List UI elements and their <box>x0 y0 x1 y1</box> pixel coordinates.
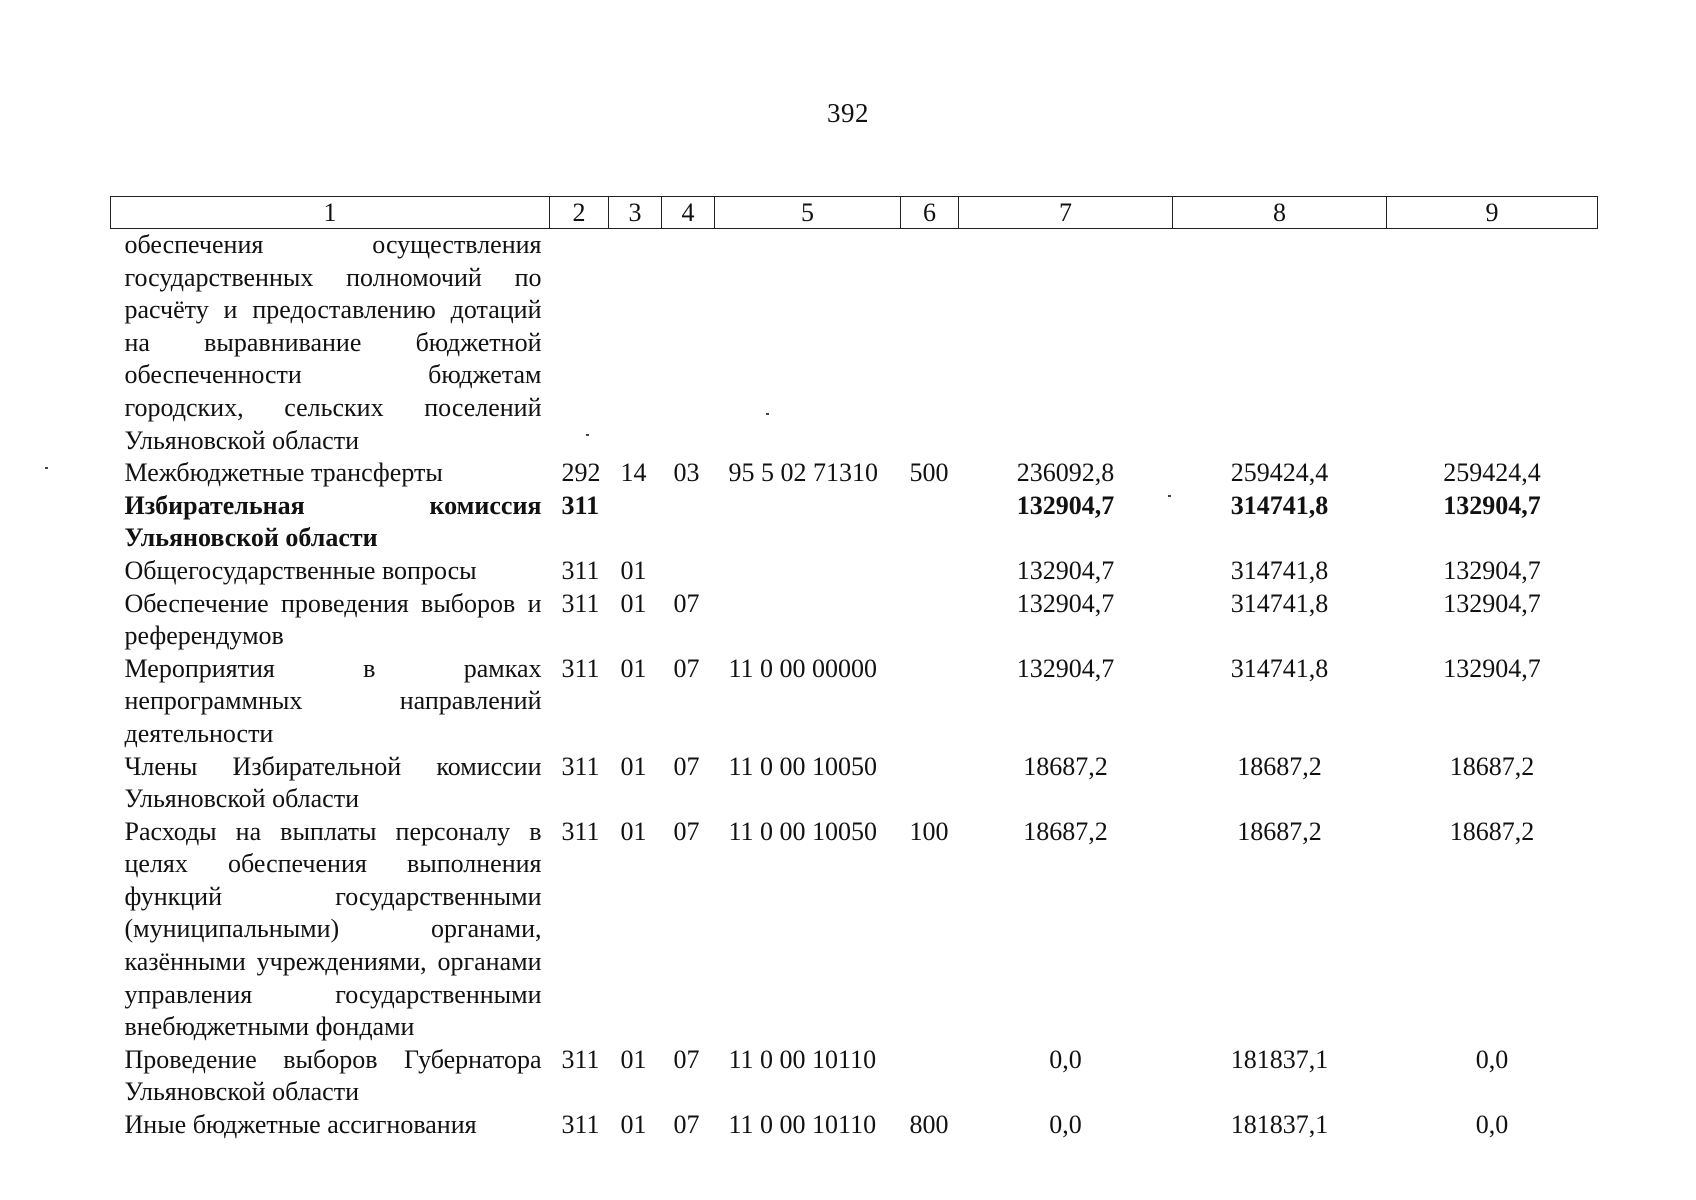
column-header: 1 <box>111 197 550 229</box>
table-row <box>111 1044 1598 1109</box>
col-7-value: 0,0 <box>1049 1110 1082 1140</box>
row-label: Иные бюджетные ассигнования <box>124 1110 477 1140</box>
row-label: Избирательная комиссия Ульяновской области <box>124 490 542 553</box>
col-3-value: 01 <box>620 816 647 846</box>
column-header: 6 <box>901 197 959 229</box>
col-2-value: 311 <box>561 816 600 846</box>
col-4-value <box>662 229 715 458</box>
col-6-value <box>901 490 959 555</box>
table-row <box>111 588 1598 653</box>
col-9-value <box>1387 229 1598 458</box>
col-7-value: 18687,2 <box>1023 816 1108 846</box>
col-7-value: 18687,2 <box>1023 751 1108 781</box>
col-4-value: 07 <box>673 751 700 781</box>
col-6-value <box>901 229 959 458</box>
col-4-value: 07 <box>673 653 700 683</box>
budget-table <box>110 196 1598 1142</box>
table-row <box>111 229 1598 458</box>
col-5-value: 11 0 00 10050 <box>728 751 878 781</box>
col-6-value <box>901 751 959 816</box>
col-6-value <box>901 555 959 588</box>
row-label: Проведение выборов Губернатора Ульяновской области <box>124 1044 542 1107</box>
col-2-value: 311 <box>561 1044 600 1074</box>
col-3-value <box>609 229 662 458</box>
col-7-value <box>959 229 1173 458</box>
col-2-value <box>550 229 609 458</box>
scan-speck <box>45 467 48 469</box>
col-4-value: 03 <box>673 458 700 488</box>
col-9-value: 0,0 <box>1475 1110 1509 1140</box>
col-3-value: 01 <box>620 751 647 781</box>
table-row <box>111 1109 1598 1142</box>
col-4-value <box>662 555 715 588</box>
row-label: Мероприятия в рамках непрограммных направлений деятельности <box>124 653 542 748</box>
row-label: Межбюджетные трансферты <box>124 458 443 488</box>
scan-speck <box>586 434 589 436</box>
col-5-value <box>715 588 901 653</box>
row-label: Общегосударственные вопросы <box>124 555 477 585</box>
col-6-value: 500 <box>909 458 949 488</box>
col-8-value: 259424,4 <box>1230 458 1329 488</box>
col-2-value: 292 <box>561 458 601 488</box>
column-header: 7 <box>959 197 1173 229</box>
table-row <box>111 555 1598 588</box>
col-7-value: 132904,7 <box>1016 555 1115 585</box>
col-3-value: 14 <box>620 458 647 488</box>
col-3-value <box>609 490 662 555</box>
col-8-value: 181837,1 <box>1230 1110 1329 1140</box>
col-5-value: 11 0 00 10050 <box>728 816 878 846</box>
col-2-value: 311 <box>561 751 600 781</box>
col-3-value: 01 <box>620 653 647 683</box>
col-7-value: 132904,7 <box>1016 588 1115 618</box>
col-8-value: 314741,8 <box>1230 555 1329 585</box>
col-8-value: 18687,2 <box>1237 751 1322 781</box>
table-body <box>111 229 1598 1142</box>
col-6-value: 800 <box>909 1110 949 1140</box>
col-8-value: 314741,8 <box>1230 653 1329 683</box>
col-9-value: 132904,7 <box>1443 588 1541 618</box>
col-5-value <box>715 555 901 588</box>
col-6-value <box>901 1044 959 1109</box>
col-6-value: 100 <box>909 816 949 846</box>
col-8-value: 181837,1 <box>1230 1044 1329 1074</box>
col-9-value: 132904,7 <box>1443 490 1541 520</box>
col-4-value: 07 <box>673 588 700 618</box>
col-9-value: 18687,2 <box>1449 751 1535 781</box>
table-row <box>111 457 1598 490</box>
row-label: Обеспечение проведения выборов и референдумов <box>124 588 542 651</box>
scan-speck <box>1168 495 1171 497</box>
table-row <box>111 816 1598 1044</box>
column-header: 8 <box>1173 197 1387 229</box>
column-header: 3 <box>609 197 662 229</box>
column-header: 2 <box>550 197 609 229</box>
col-2-value: 311 <box>561 555 600 585</box>
col-8-value <box>1173 229 1387 458</box>
col-9-value: 132904,7 <box>1443 555 1541 585</box>
col-4-value: 07 <box>673 816 700 846</box>
col-5-value <box>715 490 901 555</box>
col-8-value: 314741,8 <box>1230 490 1329 520</box>
col-5-value <box>715 229 901 458</box>
col-4-value: 07 <box>673 1110 700 1140</box>
col-6-value <box>901 588 959 653</box>
column-header: 4 <box>662 197 715 229</box>
col-3-value: 01 <box>620 588 647 618</box>
col-9-value: 259424,4 <box>1443 458 1541 488</box>
col-3-value: 01 <box>620 555 647 585</box>
col-2-value: 311 <box>561 588 600 618</box>
scan-speck <box>766 413 769 415</box>
col-5-value: 11 0 00 10110 <box>728 1044 877 1074</box>
row-label: Члены Избирательной комиссии Ульяновской области <box>124 751 542 814</box>
col-6-value <box>901 653 959 751</box>
col-3-value: 01 <box>620 1110 647 1140</box>
col-9-value: 132904,7 <box>1443 653 1541 683</box>
col-5-value: 11 0 00 00000 <box>728 653 878 683</box>
col-7-value: 236092,8 <box>1016 458 1115 488</box>
table-row <box>111 653 1598 751</box>
col-4-value <box>662 490 715 555</box>
col-7-value: 132904,7 <box>1016 653 1115 683</box>
col-8-value: 18687,2 <box>1237 816 1322 846</box>
column-header: 9 <box>1387 197 1598 229</box>
column-number-header <box>111 197 1598 229</box>
col-2-value: 311 <box>561 653 600 683</box>
column-header: 5 <box>715 197 901 229</box>
col-8-value: 314741,8 <box>1230 588 1329 618</box>
col-3-value: 01 <box>620 1044 647 1074</box>
col-2-value: 311 <box>561 1110 600 1140</box>
table-row <box>111 490 1598 555</box>
col-5-value: 95 5 02 71310 <box>728 458 878 488</box>
col-7-value: 132904,7 <box>1016 490 1115 520</box>
col-9-value: 18687,2 <box>1449 816 1535 846</box>
col-7-value: 0,0 <box>1049 1044 1082 1074</box>
page-number: 392 <box>827 98 869 128</box>
col-5-value: 11 0 00 10110 <box>728 1110 877 1140</box>
row-label: обеспечения осуществления государственных полномочий по расчёту и предоставлению дотаций на выравнивание бюджетной обеспеченности бюджетам городских, сельских поселений Ульяновской области <box>124 230 542 455</box>
table-row <box>111 751 1598 816</box>
col-4-value: 07 <box>673 1044 700 1074</box>
col-2-value: 311 <box>561 490 600 520</box>
row-label: Расходы на выплаты персоналу в целях обеспечения выполнения функций государственными (муниципальными) органами, казёнными учреждениями, органами управления государственными внебюджетными фондами <box>124 816 542 1042</box>
col-9-value: 0,0 <box>1475 1044 1509 1074</box>
